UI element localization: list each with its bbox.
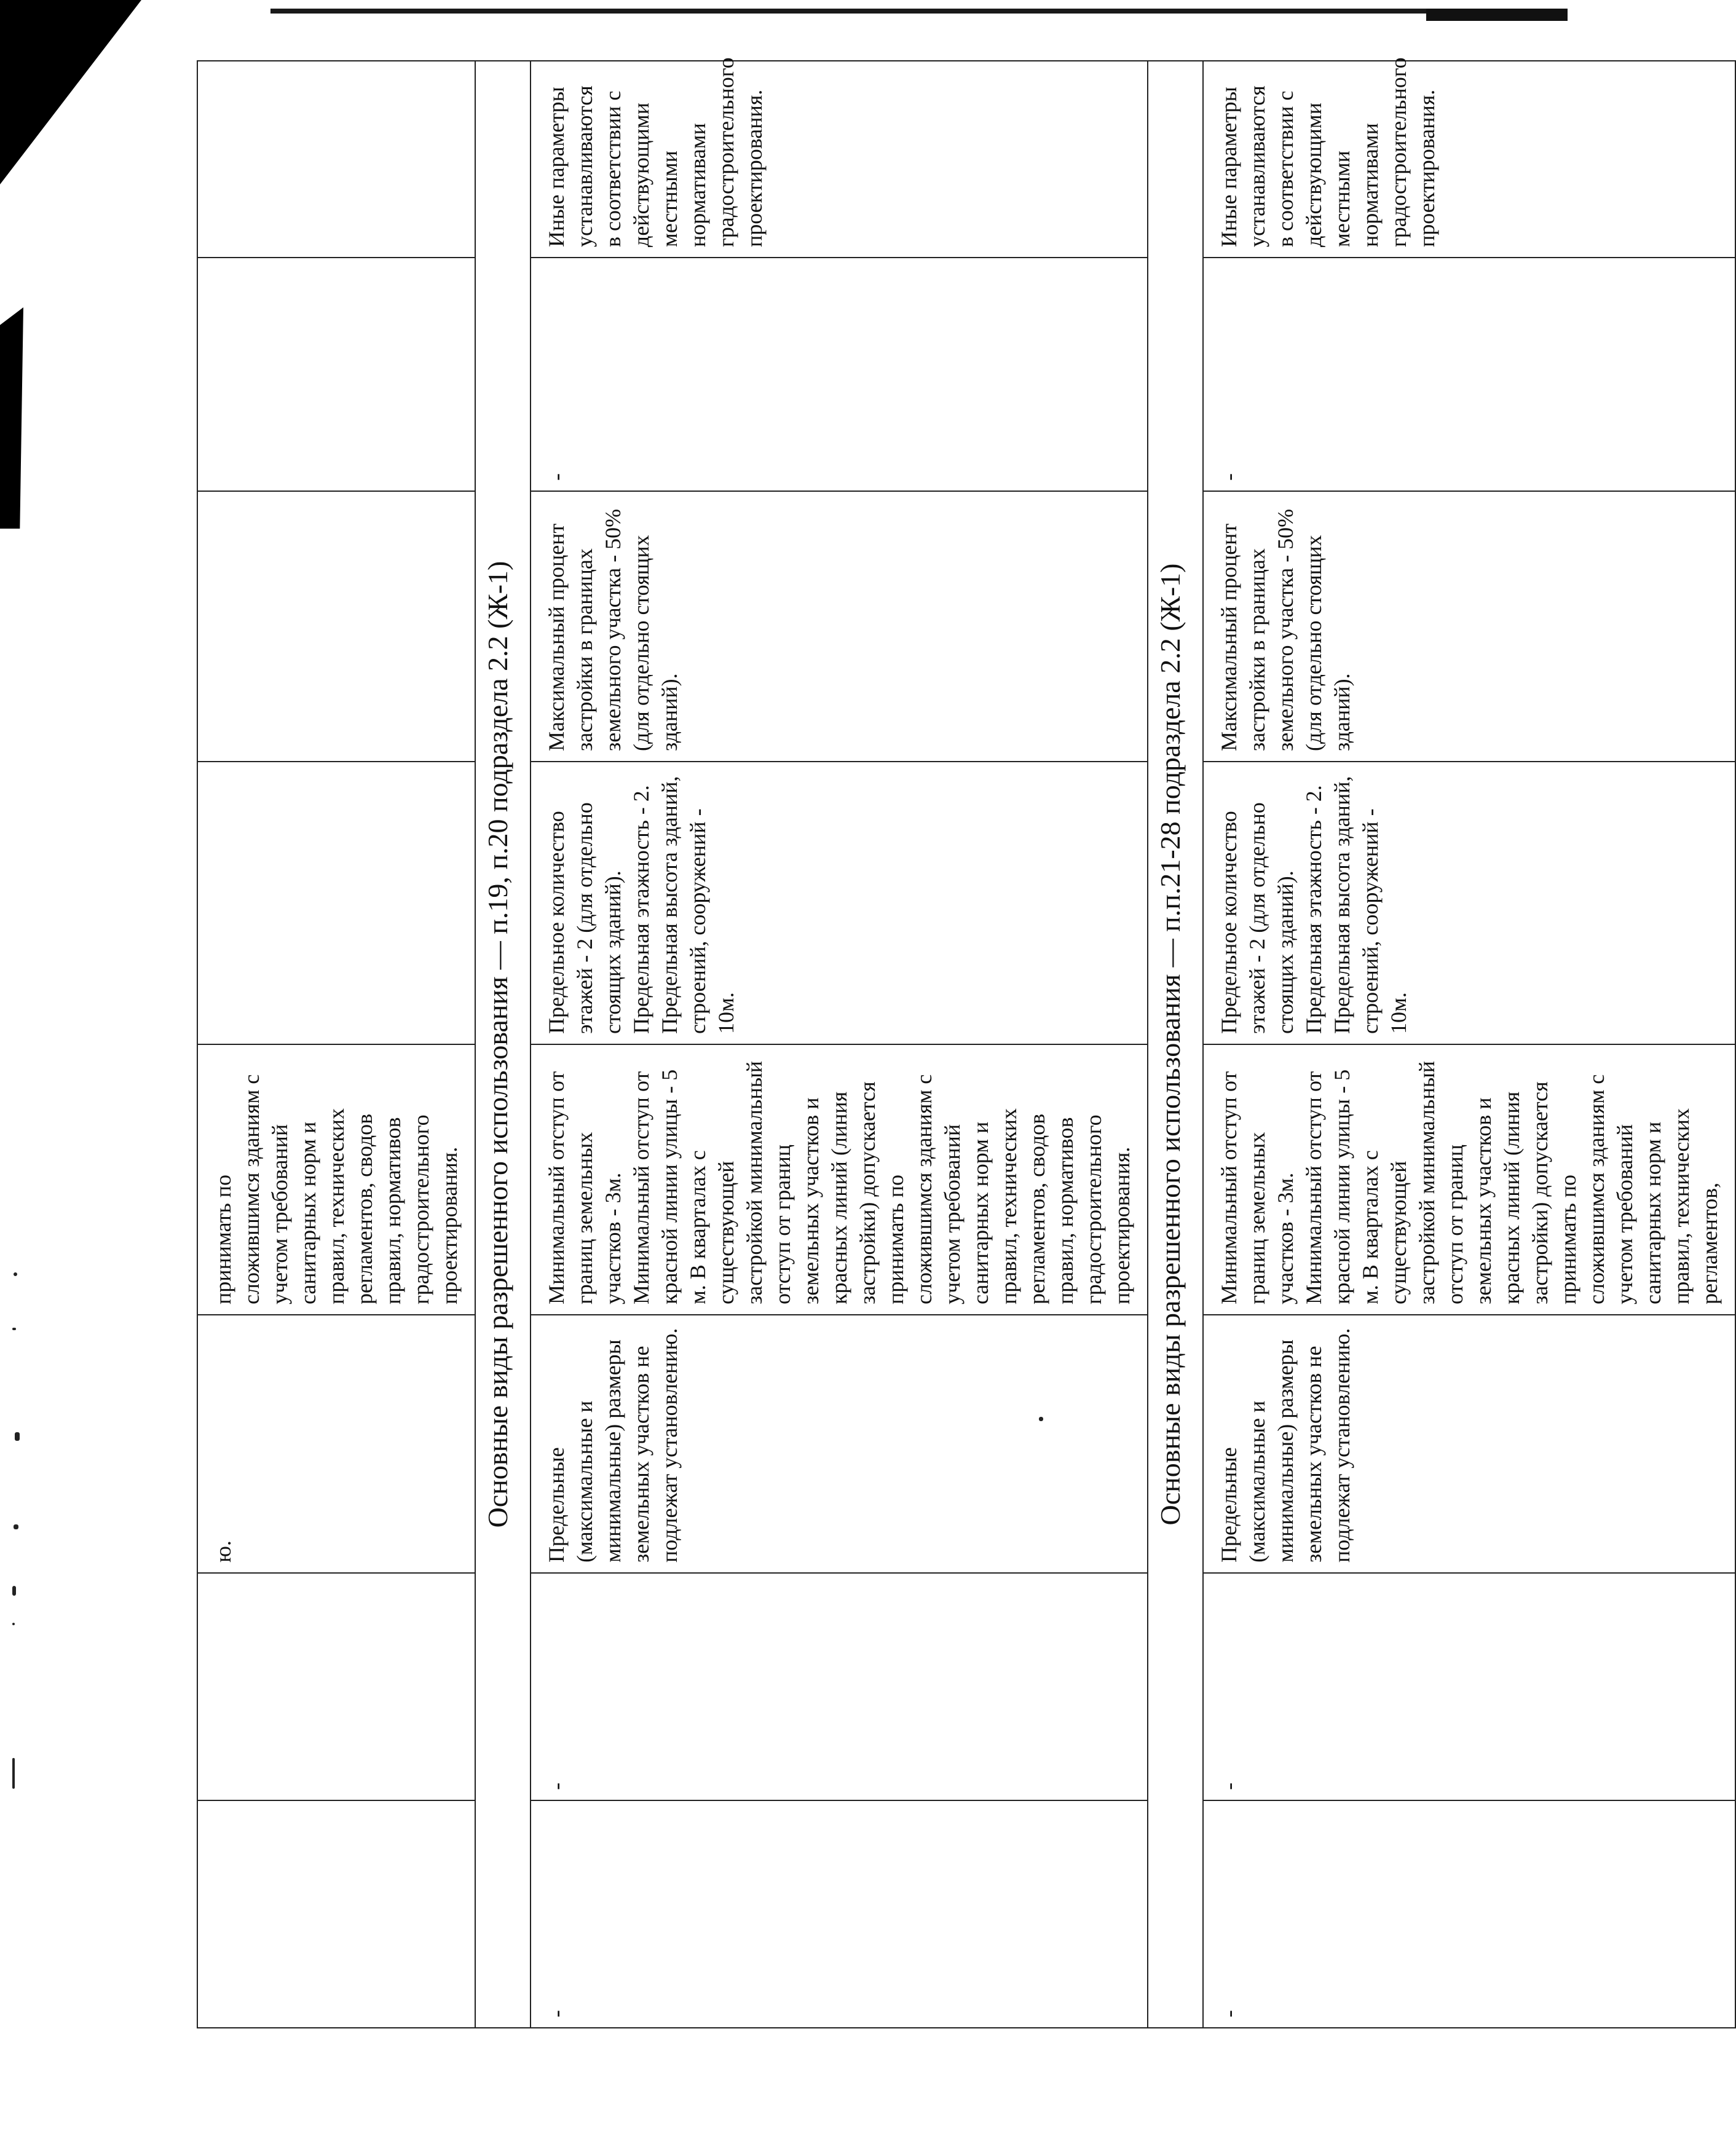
table-cell <box>197 1573 475 1800</box>
table-row <box>531 61 1148 2028</box>
setback-cell: Минимальный отступ от границ земельных участков - 3м. Минимальный отступ от красной линии улицы - 5 м. В кварталах с существующей застройкой минимальный отступ от границ земельных участков и красных линий (линия застройки) допускается принимать по сложившимся зданиям с учетом требований санитарных норм и правил, технических регламентов, <box>1203 1044 1735 1315</box>
plot-size-cell: Предельные (максимальные и минимальные) размеры земельных участков не подлежат установлению. <box>531 1315 1148 1573</box>
table-cell: - <box>531 1800 1148 2028</box>
coverage-cell: Максимальный процент застройки в границах земельного участка - 50% (для отдельно стоящих зданий). <box>1203 491 1735 762</box>
coverage-cell: Максимальный процент застройки в границах земельного участка - 50% (для отдельно стоящих зданий). <box>531 491 1148 762</box>
scan-speck <box>14 1524 18 1529</box>
table-cell: - <box>531 1573 1148 1800</box>
section-heading-row <box>1148 61 1203 2028</box>
table-cell <box>197 61 475 258</box>
table-cell <box>197 762 475 1044</box>
table-cell: - <box>1203 1573 1735 1800</box>
other-params-cell: Иные параметры устанавливаются в соответствии с действующими местными нормативами градостроительного проектирования. <box>1203 61 1735 258</box>
scan-left-edge-mark <box>0 307 23 529</box>
table-cell <box>197 258 475 491</box>
scan-speck <box>12 1758 15 1789</box>
scan-speck <box>15 1432 20 1441</box>
other-params-cell: Иные параметры устанавливаются в соответствии с действующими местными нормативами градостроительного проектирования. <box>531 61 1148 258</box>
table-cell: - <box>1203 258 1735 491</box>
scan-speck <box>14 1272 17 1276</box>
scan-corner-shadow <box>0 0 141 184</box>
scan-speck <box>12 1623 15 1625</box>
table-cell: принимать по сложившимся зданиям с учетом требований санитарных норм и правил, технических регламентов, сводов правил, нормативов градостроительного проектирования. <box>197 1044 475 1315</box>
table-cell: - <box>531 258 1148 491</box>
section-heading: Основные виды разрешенного использования — п.19, п.20 подраздела 2.2 (Ж-1) <box>475 61 531 2028</box>
scan-speck <box>12 1328 16 1330</box>
section-heading: Основные виды разрешенного использования — п.п.21-28 подраздела 2.2 (Ж-1) <box>1148 61 1203 2028</box>
plot-size-cell: Предельные (максимальные и минимальные) размеры земельных участков не подлежат установлению. <box>1203 1315 1735 1573</box>
table-cell: - <box>1203 1800 1735 2028</box>
table-row <box>1203 61 1735 2028</box>
table-cell <box>197 1800 475 2028</box>
setback-cell: Минимальный отступ от границ земельных участков - 3м. Минимальный отступ от красной линии улицы - 5 м. В кварталах с существующей застройкой минимальный отступ от границ земельных участков и красных линий (линия застройки) допускается принимать по сложившимся зданиям с учетом требований санитарных норм и правил, технических регламентов, сводов правил, нормативов градостроительного проектирования. <box>531 1044 1148 1315</box>
table-row-continued <box>197 61 475 2028</box>
table-cell <box>197 491 475 762</box>
scan-top-edge-line <box>270 9 1438 14</box>
section-heading-row <box>475 61 531 2028</box>
floors-height-cell: Предельное количество этажей - 2 (для отдельно стоящих зданий). Предельная этажность - 2. Предельная высота зданий, строений, сооружений - 10м. <box>1203 762 1735 1044</box>
table-cell: ю. <box>197 1315 475 1573</box>
scan-speck <box>12 1586 16 1596</box>
floors-height-cell: Предельное количество этажей - 2 (для отдельно стоящих зданий). Предельная этажность - 2. Предельная высота зданий, строений, сооружений - 10м. <box>531 762 1148 1044</box>
zoning-parameters-table <box>197 57 1736 2028</box>
scan-top-right-mark <box>1426 9 1568 21</box>
rotated-document-page <box>197 57 1722 2028</box>
